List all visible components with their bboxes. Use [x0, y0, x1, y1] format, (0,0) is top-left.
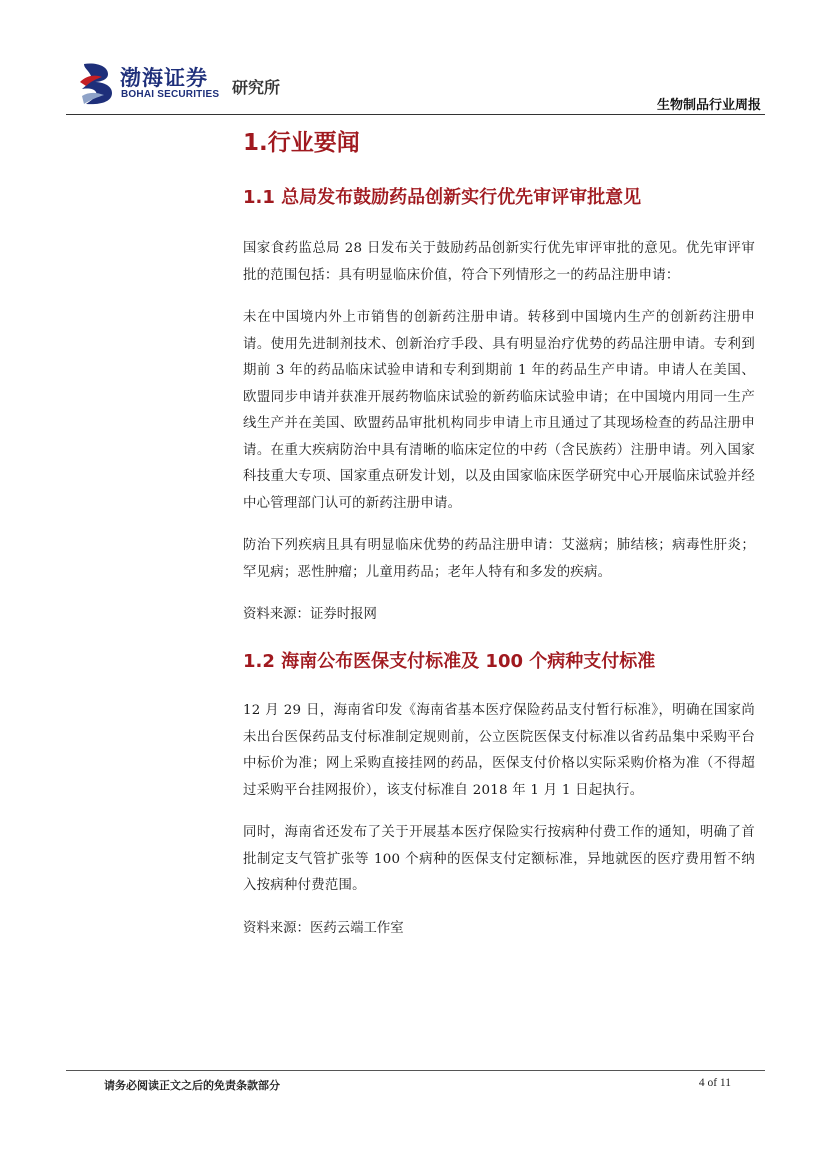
paragraph: 国家食药监总局 28 日发布关于鼓励药品创新实行优先审评审批的意见。优先审评审批的范围包括：具有明显临床价值，符合下列情形之一的药品注册申请：	[243, 241, 755, 283]
page-number: 4 of 11	[698, 1077, 731, 1089]
source-note: 资料来源：医药云端工作室	[243, 920, 404, 936]
bohai-logo-icon	[80, 62, 116, 106]
paragraph: 未在中国境内外上市销售的创新药注册申请。转移到中国境内生产的创新药注册申请。使用先进制剂技术、创新治疗手段、具有明显治疗优势的药品注册申请。专利到期前 3 年的药品临床试验申请和专利到期前 1 年的药品生产申请。申请人在美国、欧盟同步申请并获准开展药物临床试验的新药临床试验申请；在中国境内用同一生产线生产并在美国、欧盟药品审批机构同步申请上市且通过了其现场检查的药品注册申请。在重大疾病防治中具有清晰的临床定位的中药（含民族药）注册申请。列入国家科技重大专项、国家重点研发计划，以及由国家临床医学研究中心开展临床试验并经中心管理部门认可的新药注册申请。	[243, 310, 755, 511]
brand-department: 研究所	[232, 78, 281, 97]
disclaimer-note: 请务必阅读正文之后的免责条款部分	[104, 1079, 280, 1092]
paragraph: 防治下列疾病且具有明显临床优势的药品注册申请：艾滋病；肺结核；病毒性肝炎；罕见病；恶性肿瘤；儿童用药品；老年人特有和多发的疾病。	[243, 538, 755, 580]
brand-name-en: BOHAI SECURITIES	[121, 89, 220, 100]
report-title: 生物制品行业周报	[656, 98, 761, 113]
section-title: 1.行业要闻	[243, 130, 360, 156]
paragraph: 12 月 29 日，海南省印发《海南省基本医疗保险药品支付暂行标准》，明确在国家尚未出台医保药品支付标准制定规则前，公立医院医保支付标准以省药品集中采购平台中标价为准；网上采购直接挂网的药品，医保支付价格以实际采购价格为准（不得超过采购平台挂网报价），该支付标准自 2018 年 1 月 1 日起执行。	[243, 703, 755, 798]
page-content	[243, 120, 755, 942]
paragraph: 同时，海南省还发布了关于开展基本医疗保险实行按病种付费工作的通知，明确了首批制定支气管扩张等 100 个病种的医保支付定额标准，异地就医的医疗费用暂不纳入按病种付费范围。	[243, 825, 755, 893]
subsection-title-1-1: 1.1 总局发布鼓励药品创新实行优先审评审批意见	[243, 187, 642, 208]
footer-divider	[66, 1070, 765, 1071]
brand-name-cn: 渤海证券	[120, 66, 208, 90]
subsection-title-1-2: 1.2 海南公布医保支付标准及 100 个病种支付标准	[243, 651, 656, 672]
header-divider	[66, 114, 765, 115]
source-note: 资料来源：证券时报网	[243, 607, 377, 622]
